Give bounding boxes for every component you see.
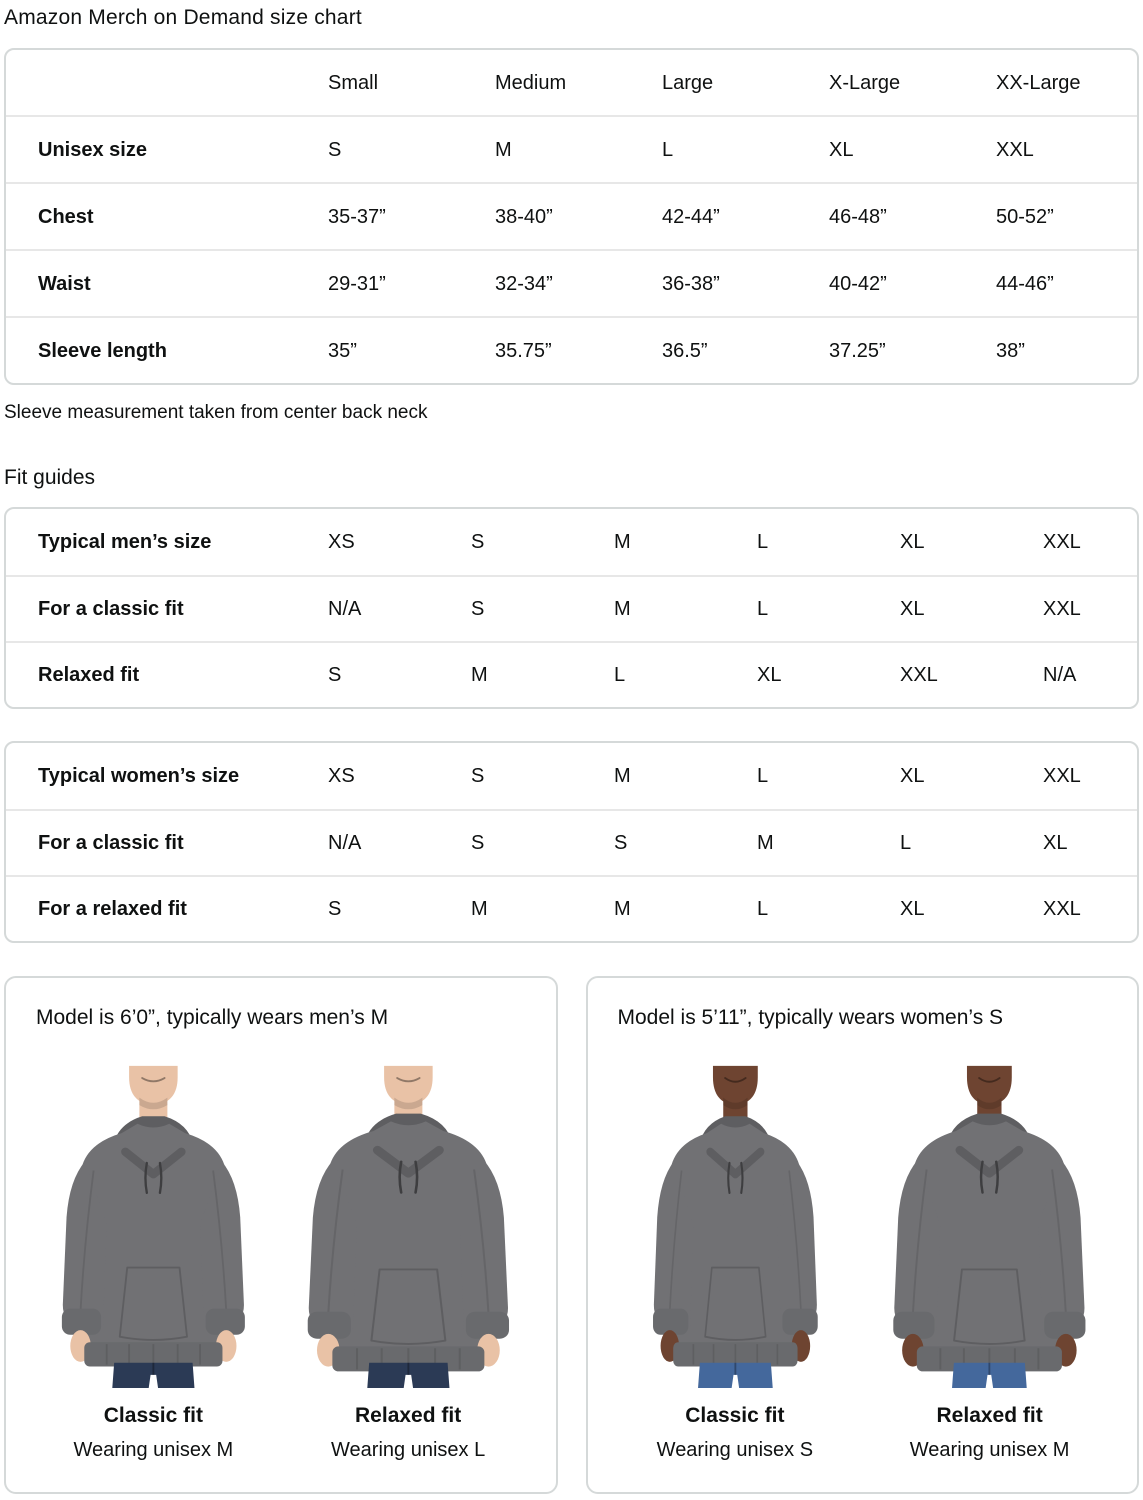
mens-relaxed-fit-photo [287, 1048, 530, 1388]
fit-cell: XXL [1043, 898, 1081, 920]
size-cell: 35” [328, 339, 357, 362]
size-cell: 40-42” [829, 272, 887, 295]
mens-fit-guide-table [4, 507, 1139, 709]
size-cell: 38-40” [495, 205, 553, 228]
row-label: For a classic fit [38, 598, 184, 620]
fit-cell: N/A [328, 832, 362, 854]
womens-classic-fit-figure [614, 1048, 857, 1462]
size-cell: S [328, 138, 342, 161]
model-photos [614, 1048, 1112, 1462]
size-cell: M [495, 138, 512, 161]
wearing-label: Wearing unisex M [73, 1439, 234, 1461]
column-header-medium: Medium [495, 71, 567, 94]
fit-cell: N/A [1043, 664, 1077, 686]
fit-label: Relaxed fit [936, 1404, 1043, 1427]
size-cell: 50-52” [996, 205, 1054, 228]
womens-model-card [586, 976, 1140, 1494]
size-cell: 29-31” [328, 272, 386, 295]
fit-cell: XS [328, 531, 355, 553]
row-label: Unisex size [38, 138, 147, 161]
column-header-large: Large [662, 71, 714, 94]
column-header-xx-large: XX-Large [996, 71, 1081, 94]
fit-cell: L [757, 765, 769, 787]
womens-relaxed-fit-photo [868, 1048, 1111, 1388]
fit-label: Relaxed fit [355, 1404, 462, 1427]
wearing-label: Wearing unisex L [331, 1439, 486, 1461]
size-cell: 38” [996, 339, 1025, 362]
fit-cell: L [614, 664, 626, 686]
fit-cell: S [328, 664, 342, 686]
table-row-typical-womens-size [6, 743, 1137, 809]
size-cell: 44-46” [996, 272, 1054, 295]
fit-cell: L [757, 531, 769, 553]
mens-classic-fit-figure [32, 1048, 275, 1462]
fit-cell: S [614, 832, 628, 854]
fit-label: Classic fit [685, 1404, 785, 1427]
model-cards [4, 976, 1139, 1494]
fit-cell: XS [328, 765, 355, 787]
mens-relaxed-fit-figure [287, 1048, 530, 1462]
fit-cell: XXL [1043, 531, 1081, 553]
fit-cell: S [471, 832, 485, 854]
size-cell: XL [829, 138, 854, 161]
fit-cell: M [614, 898, 631, 920]
row-label: Relaxed fit [38, 664, 140, 686]
table-row-mens-relaxed-fit [6, 641, 1137, 707]
fit-cell: XL [900, 598, 925, 620]
size-chart-table [4, 48, 1139, 385]
fit-cell: XL [900, 898, 925, 920]
fit-cell: XL [900, 531, 925, 553]
fit-cell: N/A [328, 598, 362, 620]
size-cell: 42-44” [662, 205, 720, 228]
table-row-womens-classic-fit [6, 809, 1137, 875]
fit-cell: XXL [900, 664, 938, 686]
womens-classic-fit-photo [614, 1048, 857, 1388]
page-title: Amazon Merch on Demand size chart [4, 6, 362, 29]
fit-cell: M [471, 898, 488, 920]
model-card-heading: Model is 6’0”, typically wears men’s M [36, 1006, 389, 1029]
table-row-womens-relaxed-fit [6, 875, 1137, 941]
size-cell: 35.75” [495, 339, 552, 362]
fit-cell: S [471, 598, 485, 620]
row-label: For a relaxed fit [38, 898, 187, 920]
row-label: Sleeve length [38, 339, 167, 362]
size-cell: 32-34” [495, 272, 553, 295]
table-row-mens-classic-fit [6, 575, 1137, 641]
size-cell: 46-48” [829, 205, 887, 228]
table-row-unisex-size [6, 115, 1137, 182]
fit-label: Classic fit [103, 1404, 203, 1427]
size-cell: L [662, 138, 674, 161]
model-card-heading: Model is 5’11”, typically wears women’s S [617, 1006, 1004, 1029]
fit-cell: M [614, 765, 631, 787]
fit-cell: XL [1043, 832, 1068, 854]
fit-cell: M [614, 531, 631, 553]
row-label: For a classic fit [38, 832, 184, 854]
fit-cell: S [328, 898, 342, 920]
size-cell: 35-37” [328, 205, 386, 228]
fit-cell: XXL [1043, 765, 1081, 787]
wearing-label: Wearing unisex M [909, 1439, 1070, 1461]
column-header-x-large: X-Large [829, 71, 901, 94]
table-row-waist [6, 249, 1137, 316]
womens-relaxed-fit-figure [868, 1048, 1111, 1462]
sleeve-measurement-note: Sleeve measurement taken from center back neck [4, 402, 428, 423]
fit-cell: S [471, 765, 485, 787]
model-photos [32, 1048, 530, 1462]
table-row-chest [6, 182, 1137, 249]
fit-cell: L [757, 598, 769, 620]
fit-cell: XL [900, 765, 925, 787]
row-label: Typical men’s size [38, 531, 212, 553]
fit-cell: L [900, 832, 912, 854]
fit-cell: XXL [1043, 598, 1081, 620]
mens-classic-fit-photo [32, 1048, 275, 1388]
fit-cell: L [757, 898, 769, 920]
fit-guides-heading: Fit guides [4, 466, 96, 489]
mens-model-card [4, 976, 558, 1494]
fit-cell: M [614, 598, 631, 620]
womens-fit-guide-table [4, 741, 1139, 943]
row-label: Waist [38, 272, 91, 295]
table-header-row [6, 50, 1137, 115]
fit-cell: M [757, 832, 774, 854]
size-cell: XXL [996, 138, 1034, 161]
table-row-typical-mens-size [6, 509, 1137, 575]
fit-cell: XL [757, 664, 782, 686]
size-cell: 36-38” [662, 272, 720, 295]
row-label: Chest [38, 205, 94, 228]
size-cell: 37.25” [829, 339, 886, 362]
fit-cell: S [471, 531, 485, 553]
fit-cell: M [471, 664, 488, 686]
table-row-sleeve-length [6, 316, 1137, 383]
column-header-small: Small [328, 71, 379, 94]
size-cell: 36.5” [662, 339, 708, 362]
row-label: Typical women’s size [38, 765, 240, 787]
wearing-label: Wearing unisex S [656, 1439, 814, 1461]
